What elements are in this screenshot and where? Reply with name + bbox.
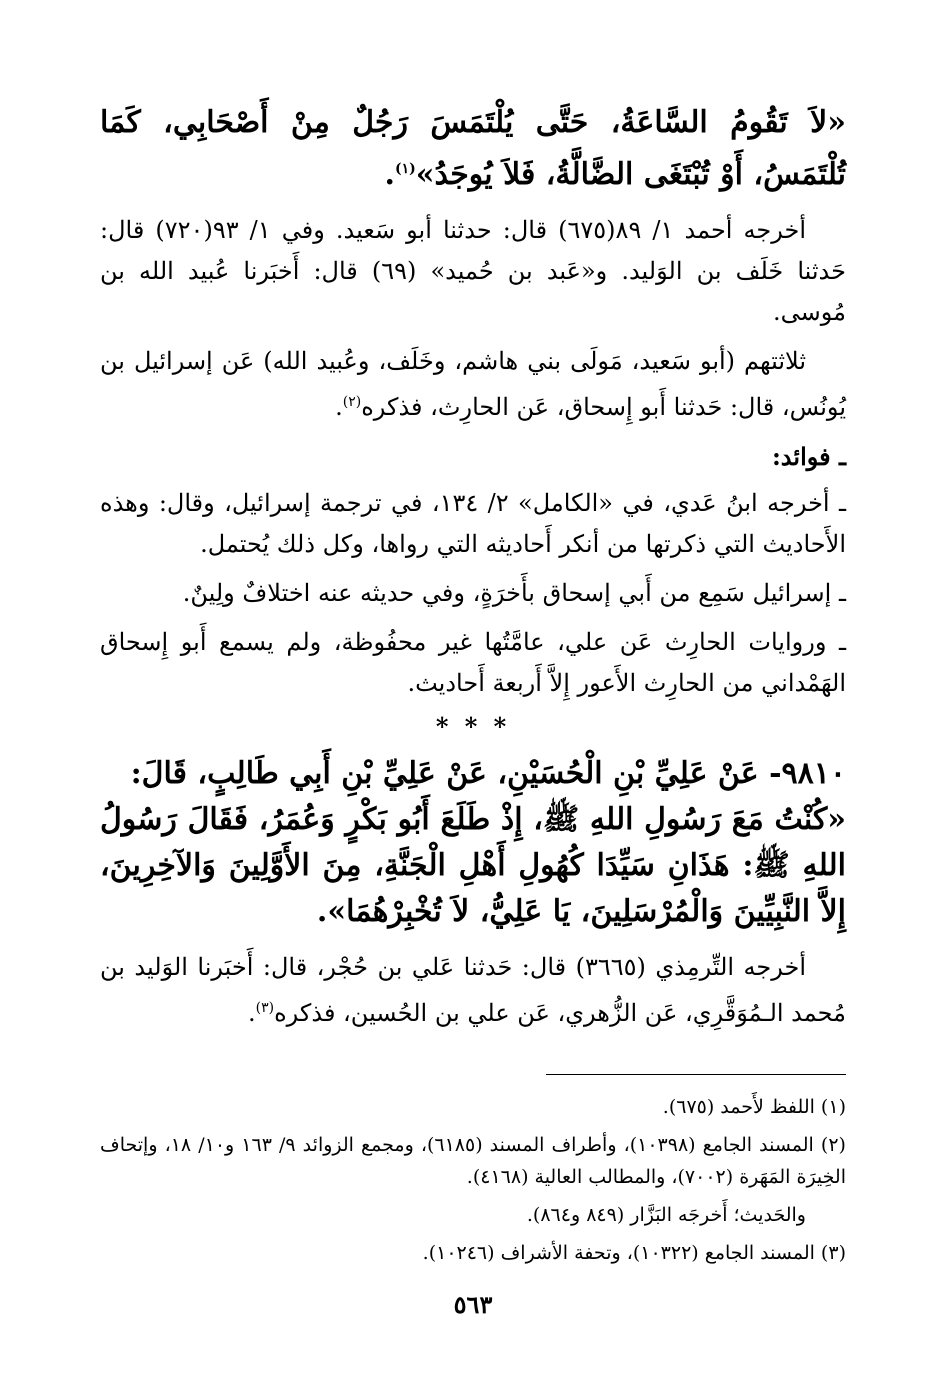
footnote-ref-1[interactable]: (١) bbox=[394, 161, 416, 177]
footnote-ref-2[interactable]: (٢) bbox=[342, 394, 362, 410]
fawaid-heading: ـ فوائد: bbox=[771, 442, 846, 471]
footnote-2-extra: والحَديث؛ أَخرجَه البَزَّار (٨٤٩ و٨٦٤). bbox=[526, 1204, 806, 1226]
fawaid-item-3: ـ وروايات الحارِث عَن علي، عامَّتُها غير محفُوظة، ولم يسمع أَبو إِسحاق الهَمْداني من الحارِث الأَعور إِلاَّ أَربعة أَحاديث. bbox=[100, 628, 846, 697]
takhrij-paragraph-1: أخرجه أحمد ١/ ٨٩(٦٧٥) قال: حدثنا أبو سَعيد. وفي ١/ ٩٣(٧٢٠) قال: حَدثنا خَلَف بن الوَليد. و«عَبد بن حُميد» (٦٩) قال: أَخبَرنا عُبيد الله بن مُوسى. bbox=[100, 216, 846, 326]
section-separator: * * * bbox=[435, 712, 511, 741]
footnote-divider bbox=[546, 1074, 846, 1075]
takhrij-paragraph-2-text: ثلاثتهم (أبو سَعيد، مَولَى بني هاشم، وخَلَف، وعُبيد الله) عَن إسرائيل بن يُونُس، قال: حَدثنا أَبو إِسحاق، عَن الحارِث، فذكره bbox=[100, 347, 846, 421]
footnote-3: (٣) المسند الجامع (١٠٣٢٢)، وتحفة الأشراف (١٠٢٤٦). bbox=[422, 1242, 846, 1264]
takhrij-paragraph-3-text: أخرجه التِّرمِذي (٣٦٦٥) قال: حَدثنا عَلي بن حُجْر، قال: أَخبَرنا الوَليد بن مُحمد الـمُوَقَّرِي، عَن الزُّهري، عَن علي بن الحُسين، فذكره bbox=[100, 953, 846, 1027]
hadith-2-text: «كُنْتُ مَعَ رَسُولِ اللهِ ﷺ، إِذْ طَلَعَ أَبُو بَكْرٍ وَعُمَرُ، فَقَالَ رَسُولُ اللهِ ﷺ: هَذَانِ سَيِّدَا كُهُولِ أَهْلِ الْجَنَّةِ، مِنَ الأَوَّلِينَ وَالآخِرِينَ، إِلاَّ النَّبِيِّينَ وَالْمُرْسَلِينَ، يَا عَلِيُّ، لاَ تُخْبِرْهُمَا». bbox=[100, 802, 846, 929]
page-number: ٥٦٣ bbox=[453, 1290, 493, 1319]
footnote-2: (٢) المسند الجامع (١٠٣٩٨)، وأطراف المسند (٦١٨٥)، ومجمع الزوائد ٩/ ١٦٣ و١٠/ ١٨، وإتحاف الخِيرَة المَهَرة (٧٠٠٢)، والمطالب العالية (٤١٦٨). bbox=[100, 1134, 846, 1188]
footnote-1: (١) اللفظ لأَحمد (٦٧٥). bbox=[662, 1096, 846, 1118]
hadith-text: «لاَ تَقُومُ السَّاعَةُ، حَتَّى يُلْتَمَسَ رَجُلٌ مِنْ أَصْحَابِي، كَمَا تُلْتَمَسُ، أَوْ تُبْتَغَى الضَّالَّةُ، فَلاَ يُوجَدُ»$^{(١)}$. bbox=[100, 105, 846, 192]
footnote-ref-3[interactable]: (٣) bbox=[255, 1000, 275, 1016]
fawaid-item-1: ـ أخرجه ابنُ عَدي، في «الكامل» ٢/ ١٣٤، في ترجمة إسرائيل، وقال: وهذه الأَحاديث التي ذكرتها من أنكر أَحاديثه التي رواها، وكل ذلك يُحتمل. bbox=[100, 489, 847, 558]
takhrij-paragraph-3: أخرجه التِّرمِذي (٣٦٦٥) قال: حَدثنا عَلي بن حُجْر، قال: أَخبَرنا الوَليد بن مُحمد الـمُوَقَّرِي، عَن الزُّهري، عَن علي بن الحُسين، فذكره$^{(٣)}$. bbox=[100, 953, 846, 1027]
hadith-2-heading: ٩٨١٠- عَنْ عَلِيِّ بْنِ الْحُسَيْنِ، عَنْ عَلِيِّ بْنِ أَبِي طَالِبٍ، قَالَ: bbox=[130, 756, 846, 791]
fawaid-item-2: ـ إسرائيل سَمِع من أَبي إسحاق بأَخرَةٍ، وفي حديثه عنه اختلافٌ ولِينٌ. bbox=[182, 579, 846, 607]
hadith-1-text: «لاَ تَقُومُ السَّاعَةُ، حَتَّى يُلْتَمَسَ رَجُلٌ مِنْ أَصْحَابِي، كَمَا تُلْتَمَسُ، أَوْ تُبْتَغَى الضَّالَّةُ، فَلاَ يُوجَدُ» bbox=[100, 105, 846, 192]
takhrij-paragraph-2: ثلاثتهم (أبو سَعيد، مَولَى بني هاشم، وخَلَف، وعُبيد الله) عَن إسرائيل بن يُونُس، قال: حَدثنا أَبو إِسحاق، عَن الحارِث، فذكره$^{(٢)}$. bbox=[100, 347, 846, 421]
